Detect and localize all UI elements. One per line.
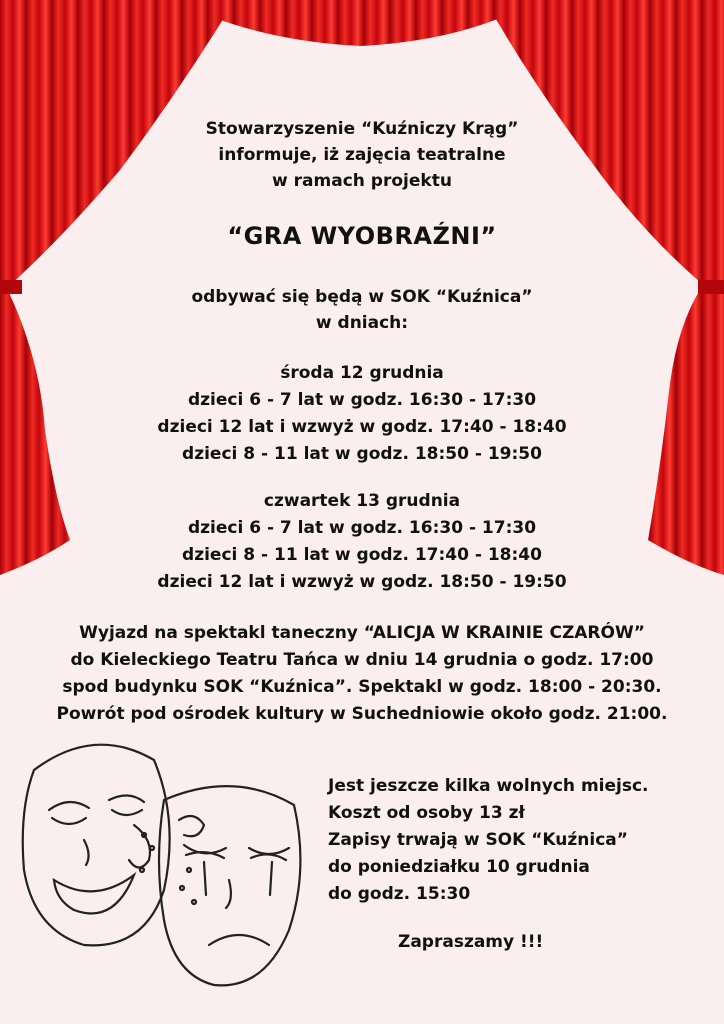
intro-line: informuje, iż zajęcia teatralne [218,145,506,165]
info-block [328,773,649,908]
schedule-day-2 [0,488,724,596]
trip-line: Powrót pod ośrodek kultury w Suchedniowie około godz. 21:00. [56,704,668,724]
trip-line: spod budynku SOK “Kuźnica”. Spektakl w godz. 18:00 - 20:30. [62,677,662,697]
trip-line: Wyjazd na spektakl taneczny “ALICJA W KRAINIE CZARÓW” [79,623,645,643]
venue-line: w dniach: [315,313,409,333]
venue-text [0,284,724,336]
day-heading: czwartek 13 grudnia [263,491,461,511]
intro-line: Stowarzyszenie “Kuźniczy Krąg” [205,119,519,139]
session-line: dzieci 6 - 7 lat w godz. 16:30 - 17:30 [187,390,537,410]
session-line: dzieci 8 - 11 lat w godz. 17:40 - 18:40 [182,545,542,565]
schedule-day-1 [0,360,724,468]
info-line: do poniedziałku 10 grudnia [328,857,590,877]
invitation-text: Zapraszamy !!! [398,932,544,952]
info-line: do godz. 15:30 [328,884,471,904]
session-line: dzieci 6 - 7 lat w godz. 16:30 - 17:30 [187,518,537,538]
trip-announcement [0,620,724,728]
info-line: Zapisy trwają w SOK “Kuźnica” [328,830,628,850]
session-line: dzieci 12 lat i wzwyż w godz. 18:50 - 19:50 [157,572,567,592]
venue-line: odbywać się będą w SOK “Kuźnica” [191,287,533,307]
day-heading: środa 12 grudnia [280,363,444,383]
session-line: dzieci 8 - 11 lat w godz. 18:50 - 19:50 [182,444,542,464]
project-title: “GRA WYOBRAŹNI” [227,222,497,250]
info-line: Koszt od osoby 13 zł [328,803,525,823]
theater-masks-icon [14,730,314,1020]
trip-line: do Kieleckiego Teatru Tańca w dniu 14 grudnia o godz. 17:00 [70,650,654,670]
intro-line: w ramach projektu [272,171,452,191]
intro-text [0,116,724,194]
session-line: dzieci 12 lat i wzwyż w godz. 17:40 - 18:40 [157,417,567,437]
info-line: Jest jeszcze kilka wolnych miejsc. [328,776,649,796]
